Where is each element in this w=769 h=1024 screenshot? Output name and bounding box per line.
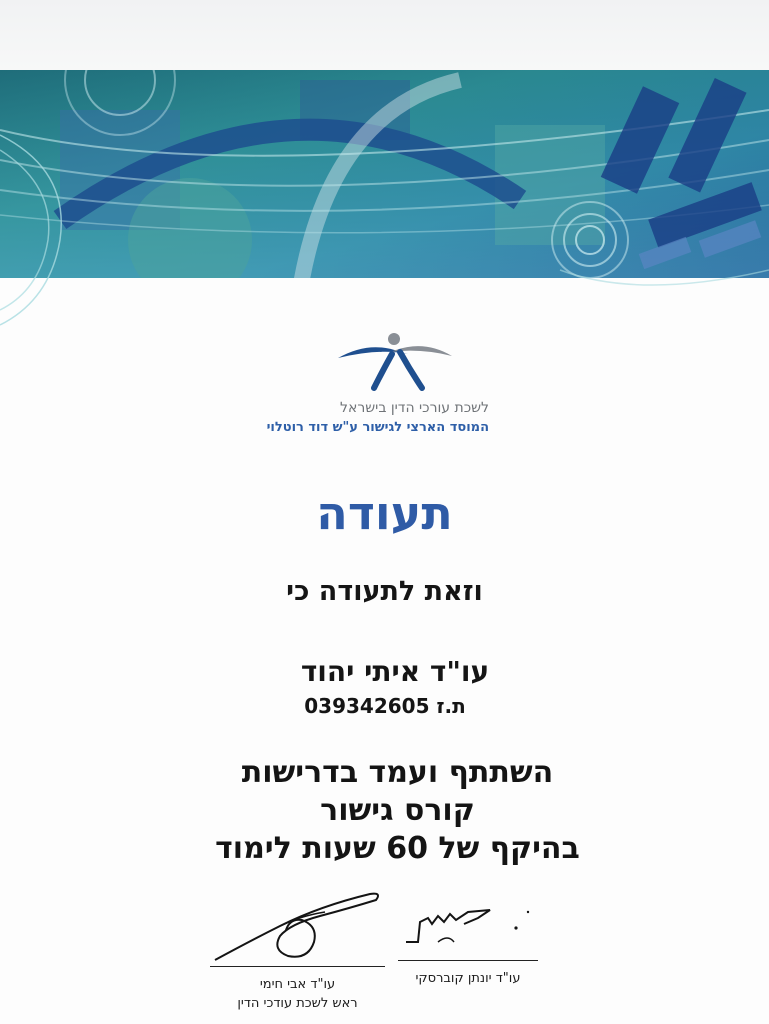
certificate-title: תעודה: [316, 486, 453, 540]
signature-director: [398, 898, 538, 958]
signature-chair: [210, 886, 385, 964]
id-number: 039342605: [304, 694, 430, 718]
signatory-name-director: עו"ד יונתן קוברסקי: [415, 971, 521, 986]
body-line-3: בהיקף של 60 שעות לימוד: [215, 831, 580, 866]
institute-name: המוסד הארצי לגישור ע"ש דוד רוטלוי: [266, 420, 489, 435]
signature-block-director: [398, 898, 538, 986]
mediation-figure-logo-icon: [330, 330, 460, 392]
id-label: ת.ז: [436, 694, 466, 718]
body-line-2: קורס גישור: [320, 793, 475, 828]
body-line-1: השתתף ועמד בדרישות: [241, 755, 554, 790]
signature-line-director: [398, 960, 538, 961]
signature-block-chair: [210, 886, 385, 1011]
signature-line-chair: [210, 966, 385, 967]
id-line: [0, 694, 769, 718]
certificate-intro: וזאת לתעודה כי: [286, 576, 483, 607]
signatory-role-chair: ראש לשכת עודכי הדין: [237, 996, 358, 1011]
recipient-name: עו"ד איתי יהוד: [300, 655, 490, 688]
signatory-name-chair: עו"ד אבי חימי: [259, 977, 336, 992]
organization-name: לשכת עורכי הדין בישראל: [340, 400, 489, 416]
